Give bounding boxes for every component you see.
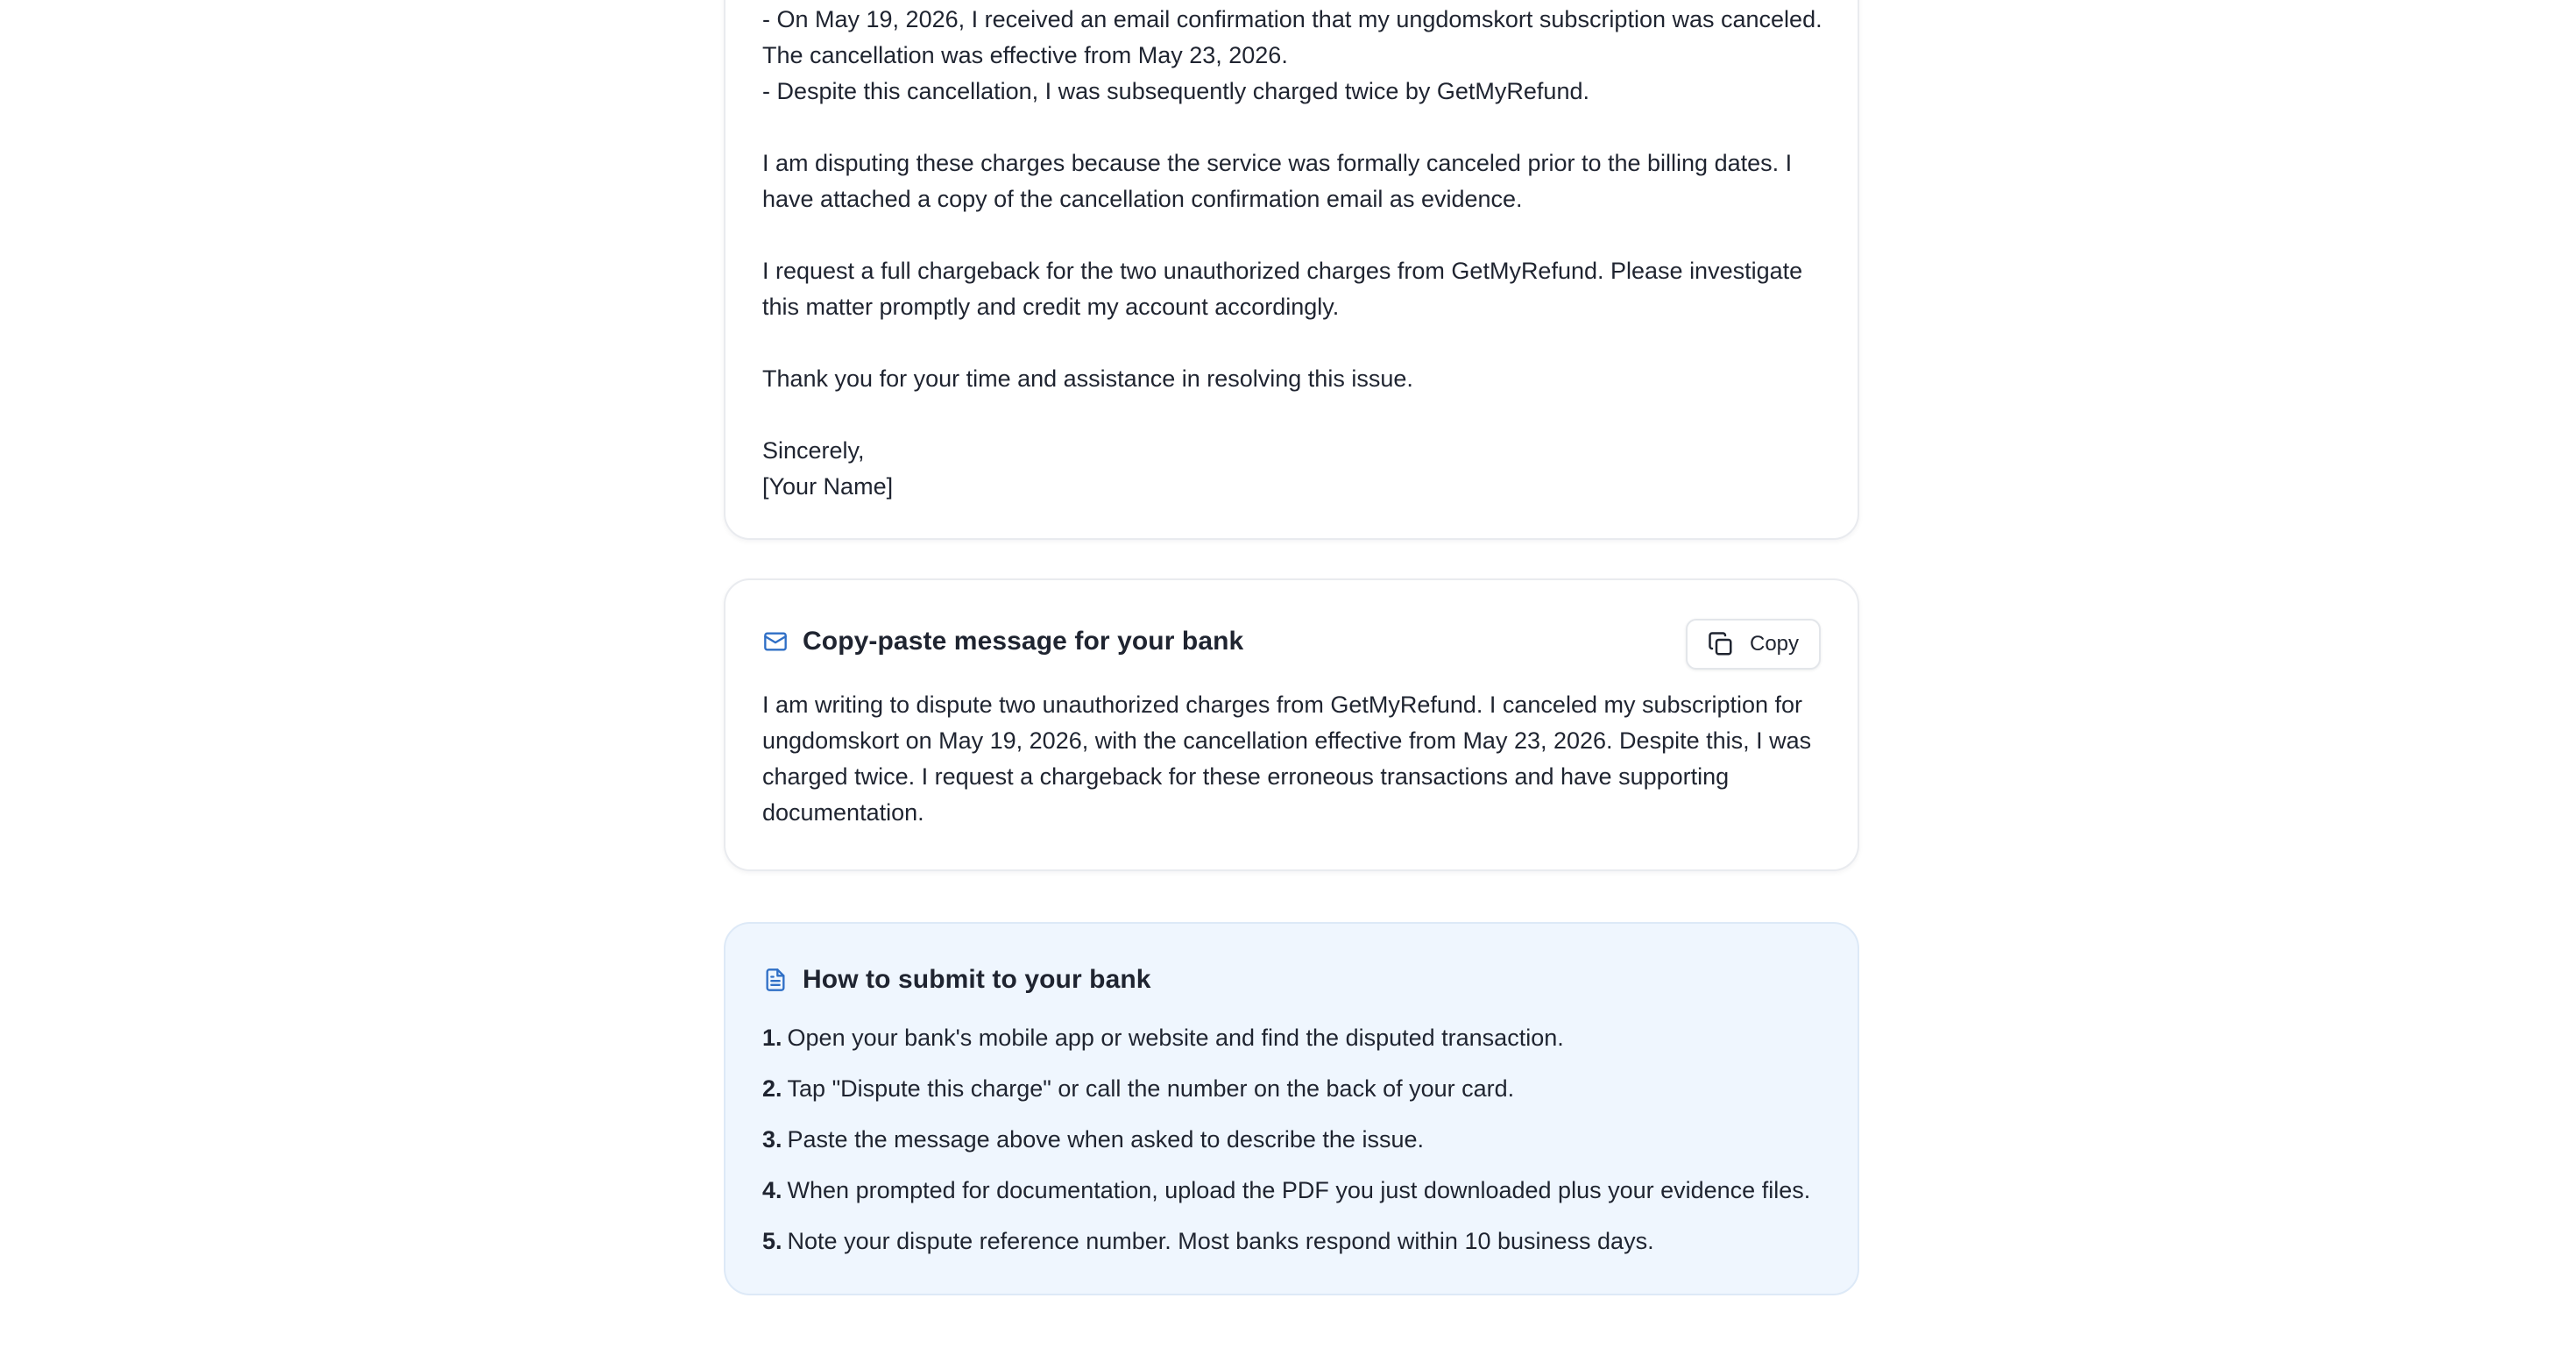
step-number: 5. <box>762 1228 782 1254</box>
list-item <box>762 1071 1827 1122</box>
steps-card-header <box>762 962 1151 997</box>
letter-line: - Despite this cancellation, I was subsequently charged twice by GetMyRefund. <box>762 78 1589 104</box>
letter-closing: Sincerely, <box>762 437 865 464</box>
step-text: Tap "Dispute this charge" or call the number on the back of your card. <box>787 1075 1515 1102</box>
steps-card-title: How to submit to your bank <box>803 965 1151 994</box>
letter-line: - On May 19, 2026, I received an email confirmation that my ungdomskort subscription was canceled. <box>762 6 1822 32</box>
paragraph-gap <box>762 110 1827 145</box>
mail-icon <box>762 628 789 655</box>
bank-message-text: I am writing to dispute two unauthorized charges from GetMyRefund. I canceled my subscription for ungdomskort on May 19, 2026, with the cancellation effective from May 23, 2026. Despite this, I was charged twice. I request a chargeback for these erroneous transactions and have supporting documentation. <box>762 692 1812 826</box>
list-item <box>762 1173 1827 1224</box>
letter-paragraph-thanks: Thank you for your time and assistance in resolving this issue. <box>762 365 1413 392</box>
step-text: Open your bank's mobile app or website and find the disputed transaction. <box>787 1025 1564 1051</box>
list-item <box>762 1122 1827 1173</box>
document-icon <box>762 967 789 993</box>
submit-instructions-card <box>724 922 1859 1295</box>
copy-icon <box>1708 631 1734 657</box>
step-number: 4. <box>762 1177 782 1203</box>
bank-message-card <box>724 578 1859 871</box>
step-number: 3. <box>762 1126 782 1153</box>
step-text: When prompted for documentation, upload the PDF you just downloaded plus your evidence files. <box>787 1177 1811 1203</box>
letter-paragraph-request: I request a full chargeback for the two unauthorized charges from GetMyRefund. Please investigate this matter promptly and credit my account accordingly. <box>762 258 1803 320</box>
paragraph-gap <box>762 325 1827 361</box>
copy-button-label: Copy <box>1749 632 1800 656</box>
step-text: Note your dispute reference number. Most banks respond within 10 business days. <box>787 1228 1654 1254</box>
step-number: 1. <box>762 1025 782 1051</box>
letter-line: The cancellation was effective from May 23, 2026. <box>762 42 1288 68</box>
steps-list <box>762 1020 1827 1274</box>
dispute-letter-card <box>724 0 1859 540</box>
paragraph-gap <box>762 217 1827 253</box>
list-item <box>762 1224 1827 1274</box>
list-item <box>762 1020 1827 1071</box>
message-card-header <box>762 624 1243 659</box>
copy-button[interactable] <box>1686 619 1821 670</box>
message-card-title: Copy-paste message for your bank <box>803 627 1244 656</box>
step-text: Paste the message above when asked to describe the issue. <box>787 1126 1424 1153</box>
paragraph-gap <box>762 397 1827 433</box>
letter-signature: [Your Name] <box>762 473 894 500</box>
letter-body <box>762 2 1827 505</box>
step-number: 2. <box>762 1075 782 1102</box>
letter-paragraph-dispute: I am disputing these charges because the service was formally canceled prior to the billing dates. I have attached a copy of the cancellation confirmation email as evidence. <box>762 150 1793 212</box>
